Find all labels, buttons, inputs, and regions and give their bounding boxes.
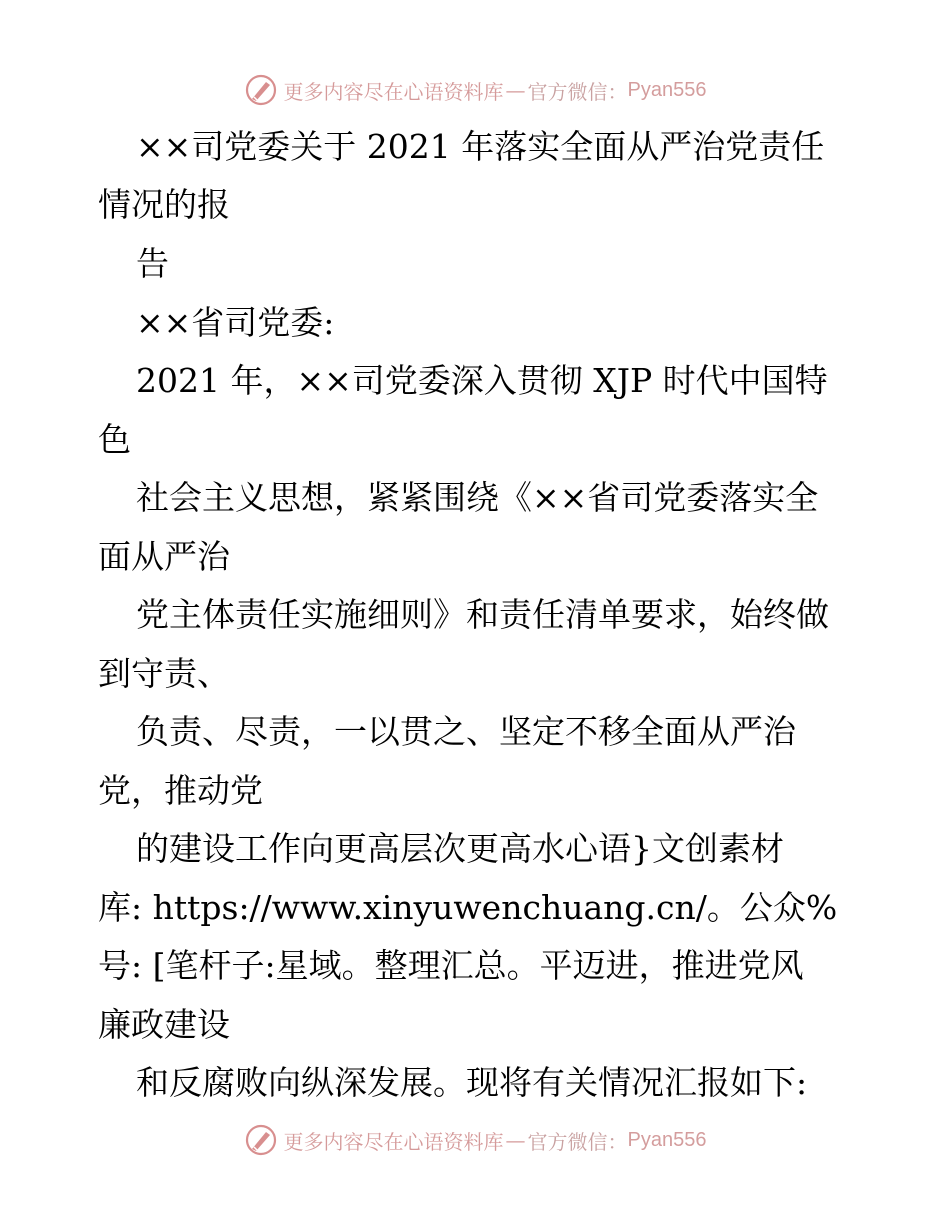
body-line: 和反腐败向纵深发展。现将有关情况汇报如下:: [136, 1063, 808, 1102]
body-line: 到守责、: [98, 654, 230, 693]
body-line: 廉政建设: [98, 1005, 230, 1044]
body-line: 面从严治: [98, 537, 230, 576]
banner-main-text: 更多内容尽在心语资料库: [283, 1129, 504, 1154]
body-line: 情况的报: [98, 185, 230, 224]
body-line: 号: [笔杆子:星域。整理汇总。平迈进，推进党风: [98, 946, 804, 985]
banner-dash: —: [505, 1128, 526, 1152]
pen-logo-icon: [244, 73, 278, 107]
body-line: 色: [98, 420, 131, 459]
body-line: ××司党委关于 2021 年落实全面从严治党责任: [136, 127, 825, 166]
footer-watermark-banner: [0, 1120, 950, 1160]
banner-main-text: 更多内容尽在心语资料库: [283, 79, 504, 104]
banner-sub-text: 官方微信：: [527, 1129, 628, 1154]
body-line: 告: [136, 244, 169, 283]
banner-sub-text: 官方微信：: [527, 79, 628, 104]
pen-logo-icon: [244, 1123, 278, 1157]
banner-wechat-id: Pyan556: [627, 1128, 707, 1151]
body-line: 的建设工作向更高层次更高水心语}文创素材: [136, 829, 784, 868]
banner-dash: —: [505, 78, 526, 102]
body-line: 社会主义思想，紧紧围绕《××省司党委落实全: [136, 478, 819, 517]
body-line: 2021 年，××司党委深入贯彻 XJP 时代中国特: [136, 361, 828, 400]
body-line: 党，推动党: [98, 771, 263, 810]
banner-wechat-id: Pyan556: [627, 78, 707, 101]
body-line: 党主体责任实施细则》和责任清单要求，始终做: [136, 595, 829, 634]
body-line: ××省司党委:: [136, 303, 335, 342]
body-line: 库: https://www.xinyuwenchuang.cn/。公众%: [98, 888, 838, 927]
header-watermark-banner: [0, 70, 950, 110]
body-line: 负责、尽责，一以贯之、坚定不移全面从严治: [136, 712, 796, 751]
